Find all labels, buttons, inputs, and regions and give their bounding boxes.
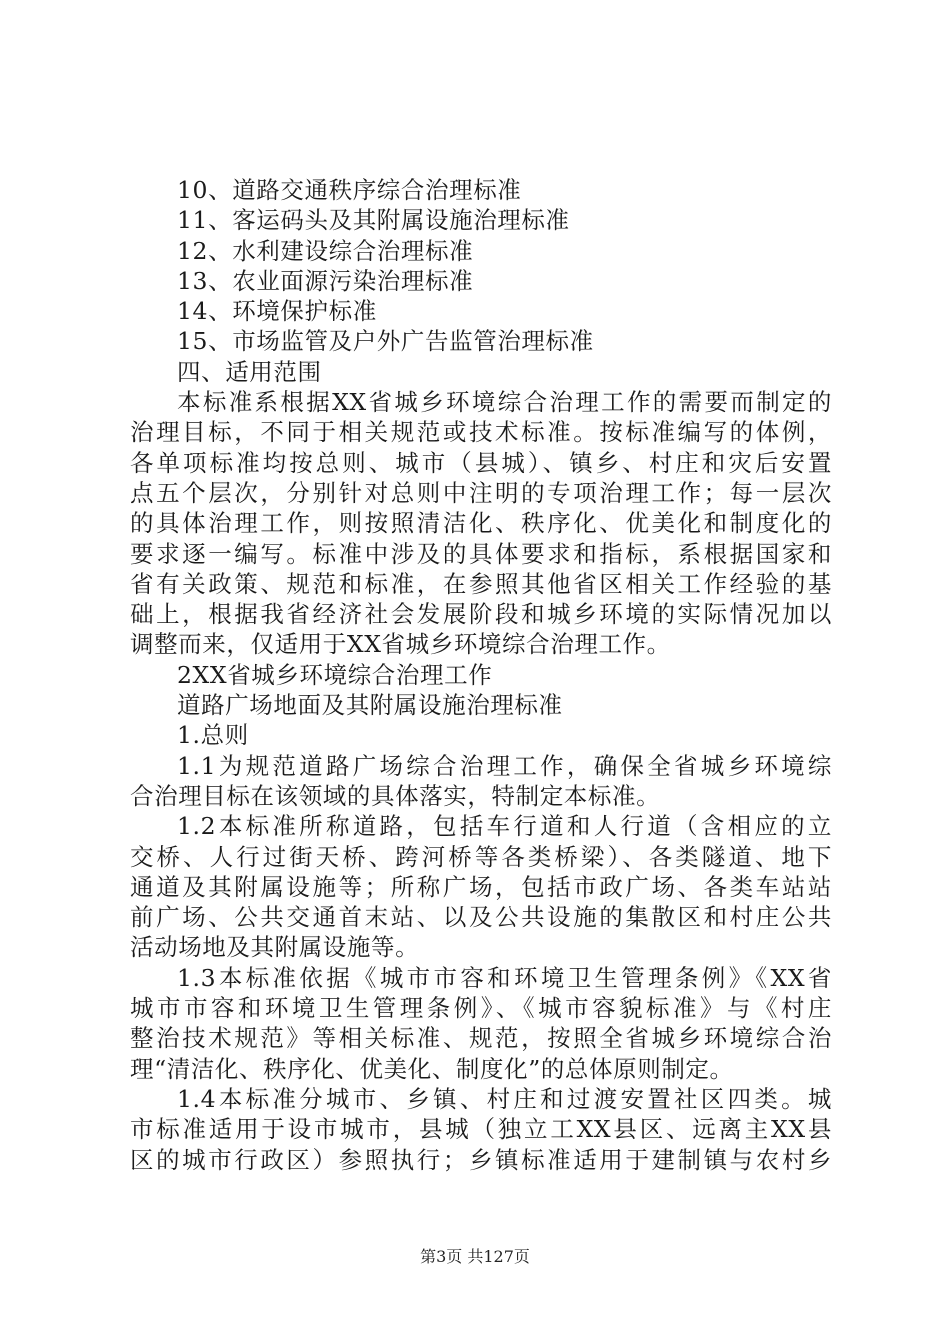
paragraph-line: 市标准适用于设市城市，县城（独立工XX县区、远离主XX县	[130, 1115, 832, 1144]
paragraph-line: 本标准系根据XX省城乡环境综合治理工作的需要而制定的	[177, 388, 832, 417]
paragraph-line: 1.4本标准分城市、乡镇、村庄和过渡安置社区四类。城	[177, 1084, 832, 1113]
paragraph-line: 城市市容和环境卫生管理条例》、《城市容貌标准》与《村庄	[130, 994, 832, 1023]
paragraph-line: 各单项标准均按总则、城市（县城）、镇乡、村庄和灾后安置	[130, 448, 832, 477]
document-body	[130, 175, 832, 1175]
clause-1-1	[130, 751, 832, 812]
paragraph-line: 理“清洁化、秩序化、优美化、制度化”的总体原则制定。	[130, 1054, 734, 1083]
list-item: 10、道路交通秩序综合治理标准	[177, 176, 522, 204]
section-heading: 四、适用范围	[177, 357, 322, 386]
general-heading: 1.总则	[177, 721, 249, 750]
paragraph-line: 点五个层次，分别针对总则中注明的专项治理工作；每一层次	[130, 478, 832, 507]
doc-subtitle: 道路广场地面及其附属设施治理标准	[177, 691, 563, 720]
doc-title: 2XX省城乡环境综合治理工作	[177, 660, 493, 689]
page-footer: 第3页 共127页	[420, 1247, 530, 1266]
paragraph-line: 活动场地及其附属设施等。	[130, 933, 420, 962]
paragraph-line: 的具体治理工作，则按照清洁化、秩序化、优美化和制度化的	[130, 509, 832, 538]
list-item: 14、环境保护标准	[177, 297, 377, 326]
list-item: 15、市场监管及户外广告监管治理标准	[177, 327, 594, 356]
paragraph-line: 础上，根据我省经济社会发展阶段和城乡环境的实际情况加以	[130, 600, 832, 629]
paragraph-line: 治理目标，不同于相关规范或技术标准。按标准编写的体例，	[130, 418, 832, 447]
clause-1-4	[130, 1084, 832, 1175]
paragraph-line: 通道及其附属设施等；所称广场，包括市政广场、各类车站站	[130, 872, 832, 901]
paragraph-line: 整治技术规范》等相关标准、规范，按照全省城乡环境综合治	[130, 1024, 832, 1053]
paragraph-line: 1.2本标准所称道路，包括车行道和人行道（含相应的立	[177, 812, 832, 841]
paragraph-line: 区的城市行政区）参照执行；乡镇标准适用于建制镇与农村乡	[130, 1145, 832, 1174]
paragraph-line: 要求逐一编写。标准中涉及的具体要求和指标，系根据国家和	[130, 539, 832, 568]
standards-list	[130, 175, 832, 357]
clause-1-2	[130, 811, 832, 962]
clause-1-3	[130, 963, 832, 1084]
list-item: 11、客运码头及其附属设施治理标准	[177, 206, 570, 235]
paragraph-line: 1.3本标准依据《城市市容和环境卫生管理条例》《XX省	[177, 963, 832, 992]
paragraph-line: 省有关政策、规范和标准，在参照其他省区相关工作经验的基	[130, 569, 832, 598]
paragraph-line: 交桥、人行过街天桥、跨河桥等各类桥梁）、各类隧道、地下	[130, 842, 832, 871]
list-item: 13、农业面源污染治理标准	[177, 266, 474, 295]
paragraph-line: 1.1为规范道路广场综合治理工作，确保全省城乡环境综	[177, 751, 832, 780]
list-item: 12、水利建设综合治理标准	[177, 236, 474, 265]
paragraph-line: 前广场、公共交通首末站、以及公共设施的集散区和村庄公共	[130, 903, 832, 932]
paragraph-line: 合治理目标在该领域的具体落实，特制定本标准。	[130, 781, 661, 810]
scope-paragraph	[130, 387, 832, 660]
paragraph-line: 调整而来，仅适用于XX省城乡环境综合治理工作。	[130, 630, 671, 659]
